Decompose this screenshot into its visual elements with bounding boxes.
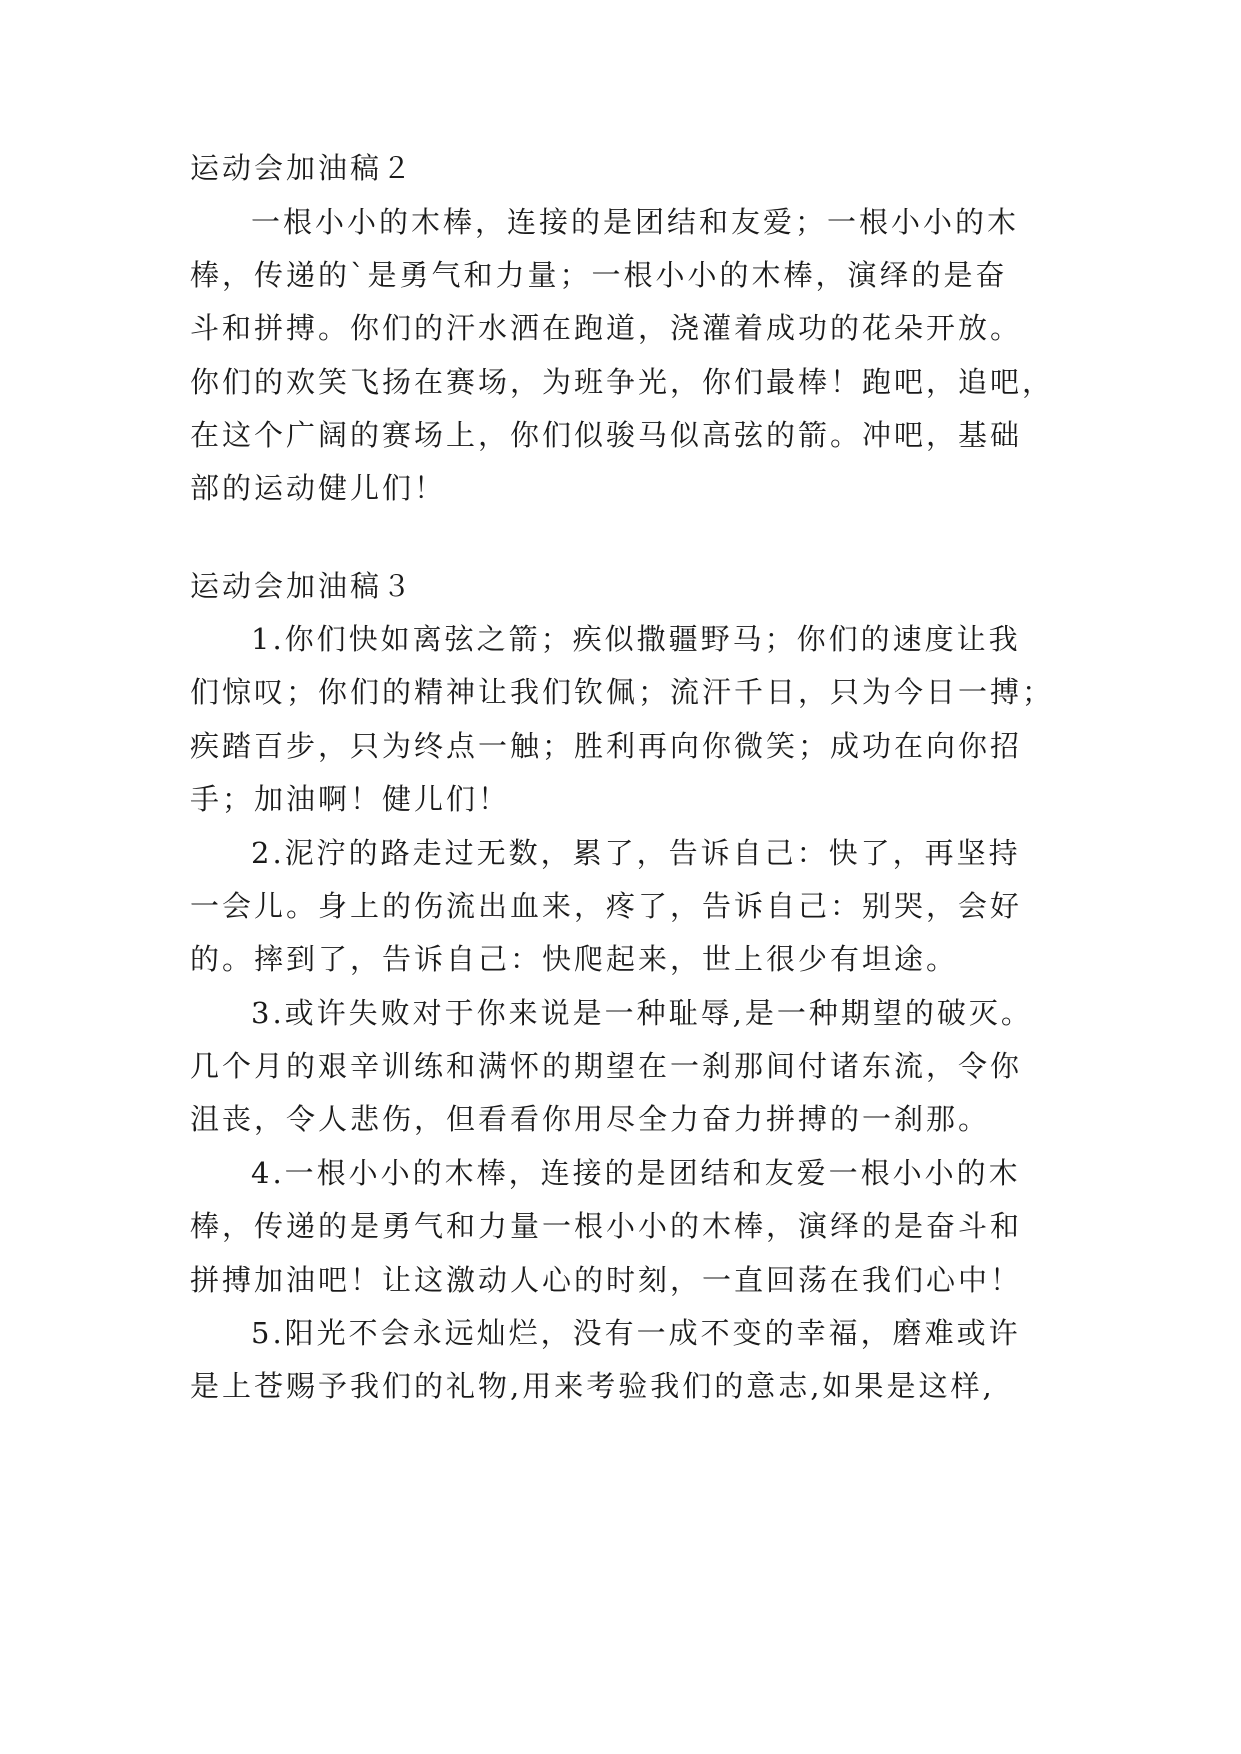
paragraph-line: 们惊叹；你们的精神让我们钦佩；流汗千日，只为今日一搏； — [190, 675, 1055, 709]
paragraph-line: 棒，传递的是勇气和力量一根小小的木棒，演绎的是奋斗和 — [190, 1209, 1023, 1243]
paragraph-line: 5.阳光不会永远灿烂，没有一成不变的幸福，磨难或许 — [251, 1316, 1021, 1350]
paragraph-line: 3.或许失败对于你来说是一种耻辱,是一种期望的破灭。 — [251, 996, 1033, 1030]
paragraph-line: 疾踏百步，只为终点一触；胜利再向你微笑；成功在向你招 — [190, 729, 1023, 763]
paragraph-line: 4.一根小小的木棒，连接的是团结和友爱一根小小的木 — [251, 1156, 1021, 1190]
paragraph-line: 在这个广阔的赛场上，你们似骏马似高弦的箭。冲吧，基础 — [190, 418, 1023, 452]
section-title: 运动会加油稿２ — [190, 151, 415, 185]
paragraph-line: 几个月的艰辛训练和满怀的期望在一刹那间付诸东流，令你 — [190, 1049, 1023, 1083]
paragraph-line: 沮丧，令人悲伤，但看看你用尽全力奋力拼搏的一刹那。 — [190, 1102, 991, 1136]
paragraph-line: 2.泥泞的路走过无数，累了，告诉自己：快了，再坚持 — [251, 836, 1021, 870]
paragraph-line: 的。摔到了，告诉自己：快爬起来，世上很少有坦途。 — [190, 942, 959, 976]
paragraph-line: 一会儿。身上的伤流出血来，疼了，告诉自己：别哭，会好 — [190, 889, 1023, 923]
paragraph-line: 你们的欢笑飞扬在赛场，为班争光，你们最棒！跑吧，追吧， — [190, 365, 1055, 399]
paragraph-line: 棒，传递的`是勇气和力量；一根小小的木棒，演绎的是奋 — [190, 258, 1008, 292]
section-title: 运动会加油稿３ — [190, 569, 415, 603]
paragraph-line: 拼搏加油吧！让这激动人心的时刻，一直回荡在我们心中！ — [190, 1263, 1023, 1297]
paragraph-line: 手；加油啊！健儿们！ — [190, 782, 511, 816]
paragraph-line: 一根小小的木棒，连接的是团结和友爱；一根小小的木 — [251, 205, 1020, 239]
paragraph-line: 斗和拼搏。你们的汗水洒在跑道，浇灌着成功的花朵开放。 — [190, 311, 1023, 345]
paragraph-line: 是上苍赐予我们的礼物,用来考验我们的意志,如果是这样, — [190, 1369, 995, 1403]
paragraph-line: 部的运动健儿们！ — [190, 471, 447, 505]
paragraph-line: 1.你们快如离弦之箭；疾似撒疆野马；你们的速度让我 — [251, 622, 1021, 656]
